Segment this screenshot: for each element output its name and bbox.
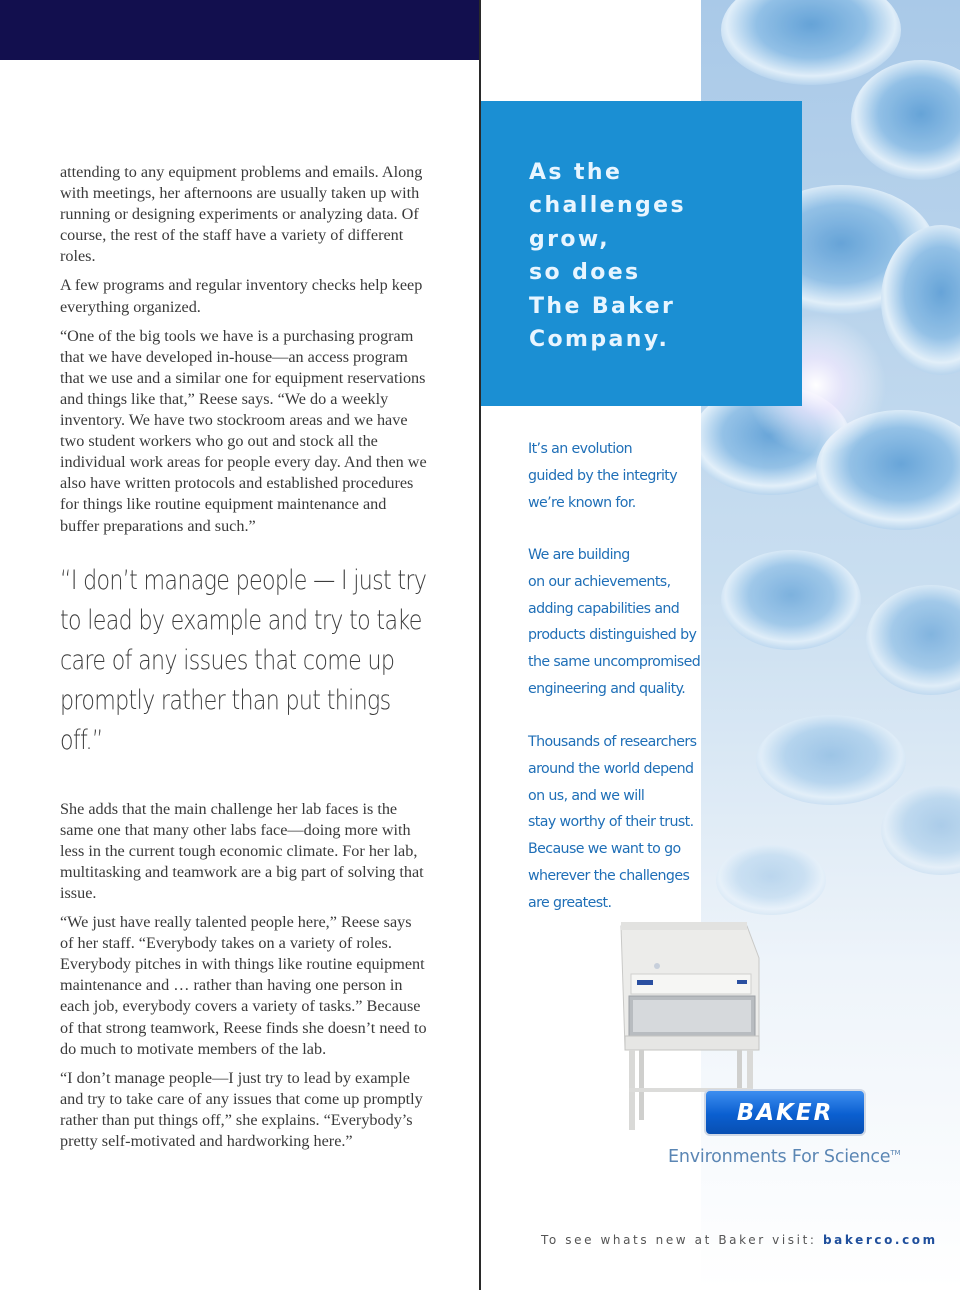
article-paragraph: “We just have really talented people here,” Reese says of her staff. “Everybody takes on a variety of roles. Everybody pitches in with things like routine equipment maintenance and … rather than having one person in each job, everybody covers a variety of tasks.” Because of that strong teamwork, Reese finds she doesn’t need to do much to motivate members of the lab. [60, 913, 427, 1058]
baker-advertisement [481, 0, 960, 1290]
ad-headline [529, 156, 686, 356]
article-paragraph: A few programs and regular inventory checks help keep everything organized. [60, 276, 423, 316]
tagline-text: Environments For Science [668, 1147, 891, 1167]
ad-line: Thousands of researchers [528, 734, 697, 750]
ad-line: products distinguished by [528, 627, 697, 644]
ad-line: the same uncompromised [528, 654, 701, 671]
ad-line: we’re known for. [528, 494, 636, 511]
ad-line: It’s an evolution [528, 441, 633, 457]
trademark-mark: TM [890, 1149, 901, 1158]
ad-line: We are building [528, 547, 630, 563]
visit-line [541, 1233, 938, 1247]
ad-line: on our achievements, [528, 573, 671, 590]
article-paragraph: She adds that the main challenge her lab faces is the same one that many other labs face—doing more with less in the current tough economic climate. For her lab, multitasking and teamwork are a big part of solving that issue. [60, 799, 424, 902]
baker-logo-text: BAKER [736, 1099, 834, 1126]
headline-line: grow, [529, 226, 610, 252]
headline-line: The Baker [529, 293, 676, 319]
website-link[interactable]: bakerco.com [822, 1233, 938, 1247]
ad-paragraph-researchers [528, 729, 768, 917]
visit-prefix: To see whats new at Baker visit: [541, 1233, 817, 1247]
headline-line: As the [529, 160, 623, 185]
baker-logo [704, 1089, 866, 1136]
ad-line: adding capabilities and [528, 600, 680, 617]
ad-line: on us, and we will [528, 787, 645, 804]
headline-line: challenges [529, 193, 686, 219]
ad-line: are greatest. [528, 894, 612, 911]
headline-line: so does [529, 260, 641, 286]
ad-tagline [668, 1147, 900, 1167]
article-column [60, 162, 428, 1160]
ad-line: stay worthy of their trust. [528, 814, 694, 831]
top-color-band [0, 0, 480, 60]
article-paragraph: “I don’t manage people—I just try to lead by example and try to take care of any issues that come up promptly rather than put things off,” she explains. “Everybody’s pretty self-motivated and hardworking here.” [60, 1068, 423, 1150]
ad-line: engineering and quality. [528, 680, 686, 697]
pull-quote: “I don’t manage people — I just try to lead by example and try to take care of any issues that come up promptly rather than put things off.” [60, 564, 427, 756]
ad-line: Because we want to go [528, 841, 681, 858]
ad-line: around the world depend [528, 760, 694, 777]
ad-paragraph-evolution [528, 436, 768, 516]
ad-line: wherever the challenges [528, 867, 690, 884]
headline-line: Company. [529, 327, 670, 353]
ad-line: guided by the integrity [528, 467, 678, 484]
ad-paragraph-building [528, 542, 768, 703]
article-paragraph: “One of the big tools we have is a purchasing program that we have developed in-house—an access program that we use and a similar one for equipment reservations and things like that,” Reese says. “We do a weekly inventory. We have two stockroom areas and we have two student workers who go out and stock all the individual work areas for people every day. And then we also have written protocols and established procedures for things like routine equipment maintenance and buffer preparations and such.” [60, 326, 427, 535]
article-paragraph: attending to any equipment problems and emails. Along with meetings, her afternoons are usually taken up with running or designing experiments or analyzing data. Of course, the rest of the staff have a variety of different roles. [60, 163, 423, 266]
